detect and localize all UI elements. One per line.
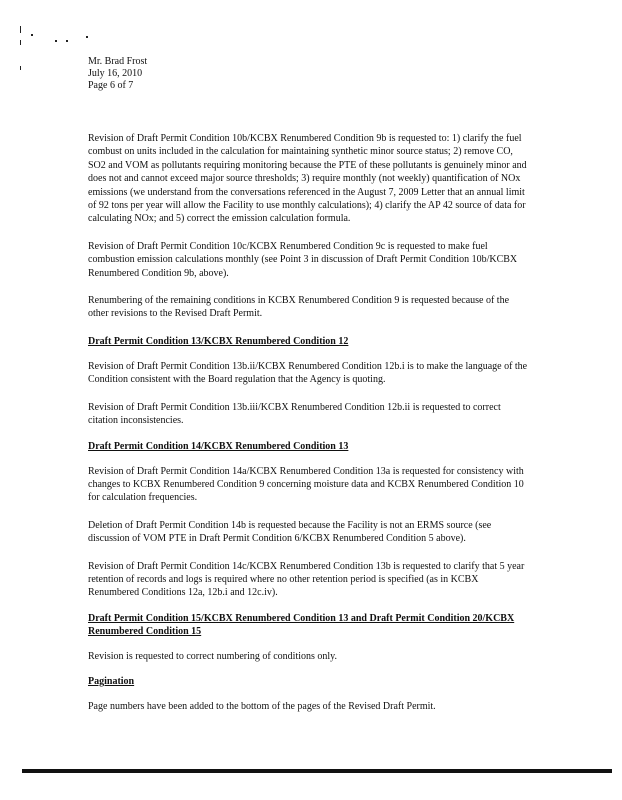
letter-content (88, 56, 528, 714)
paragraph-condition-13b-ii: Revision of Draft Permit Condition 13b.ii/KCBX Renumbered Condition 12b.i is to make the language of the Condition consistent with the Board regulation that the Agency is quoting. (88, 360, 528, 386)
paragraph-numbering: Revision is requested to correct numbering of conditions only. (88, 650, 338, 662)
scan-margin-mark (20, 66, 21, 70)
paragraph-condition-13b-iii: Revision of Draft Permit Condition 13b.iii/KCBX Renumbered Condition 12b.ii is requested to correct citation inconsistencies. (88, 401, 501, 427)
paragraph-condition-10b: Revision of Draft Permit Condition 10b/KCBX Renumbered Condition 9b is requested to: 1) clarify the fuel combust on units included in the calculation for maintaining synthetic minor source status; 2) remove CO, SO2 and VOM as pollutants requiring monitoring because the PTE of these pollutants is genuinely minor and does not and cannot exceed major source thresholds; 3) require monthly (not weekly) quantification of NOx emissions (we understand from the conversations referenced in the August 7, 2009 Letter that an annual limit of 92 tons per year will allow the Facility to use monthly calculations); 4) clarify the AP 42 source of data for calculating NOx; and 5) correct the emission calculation formula. (88, 133, 527, 225)
paragraph-condition-14b: Deletion of Draft Permit Condition 14b is requested because the Facility is not an ERMS source (see discussion of VOM PTE in Draft Permit Condition 6/KCBX Renumbered Condition 5 above). (88, 519, 492, 545)
scan-dot (66, 40, 68, 42)
letter-date: July 16, 2010 (88, 68, 143, 79)
paragraph-condition-14c: Revision of Draft Permit Condition 14c/KCBX Renumbered Condition 13b is requested to clarify that 5 year retention of records and logs is required where no other retention period is specified (as in KCBX Renumbered Conditions 12a, 12b.i and 12c.iv). (88, 560, 525, 599)
bottom-rule (22, 769, 612, 773)
section-heading-pagination: Pagination (88, 676, 135, 688)
scan-dot (86, 36, 88, 38)
scan-margin-mark (20, 40, 21, 45)
page-number: Page 6 of 7 (88, 80, 134, 91)
paragraph-pagination: Page numbers have been added to the bottom of the pages of the Revised Draft Permit. (88, 701, 436, 713)
recipient-name: Mr. Brad Frost (88, 56, 148, 67)
section-heading-condition-13: Draft Permit Condition 13/KCBX Renumbered Condition 12 (88, 335, 349, 347)
section-heading-condition-14: Draft Permit Condition 14/KCBX Renumbered Condition 13 (88, 440, 349, 452)
scan-dot (31, 34, 33, 36)
paragraph-renumbering: Renumbering of the remaining conditions in KCBX Renumbered Condition 9 is requested because of the other revisions to the Revised Draft Permit. (88, 295, 510, 320)
section-heading-condition-15-20: Draft Permit Condition 15/KCBX Renumbered Condition 13 and Draft Permit Condition 20/KCBX Renumbered Condition 15 (88, 612, 515, 637)
scan-dot (55, 40, 57, 42)
paragraph-condition-14a: Revision of Draft Permit Condition 14a/KCBX Renumbered Condition 13a is requested for consistency with changes to KCBX Renumbered Condition 9 concerning moisture data and KCBX Renumbered Condition 10 for calculation frequencies. (88, 465, 524, 504)
paragraph-condition-10c: Revision of Draft Permit Condition 10c/KCBX Renumbered Condition 9c is requested to make fuel combustion emission calculations monthly (see Point 3 in discussion of Draft Permit Condition 10b/KCBX Renumbered Condition 9b, above). (88, 240, 518, 279)
scan-margin-mark (20, 26, 21, 33)
